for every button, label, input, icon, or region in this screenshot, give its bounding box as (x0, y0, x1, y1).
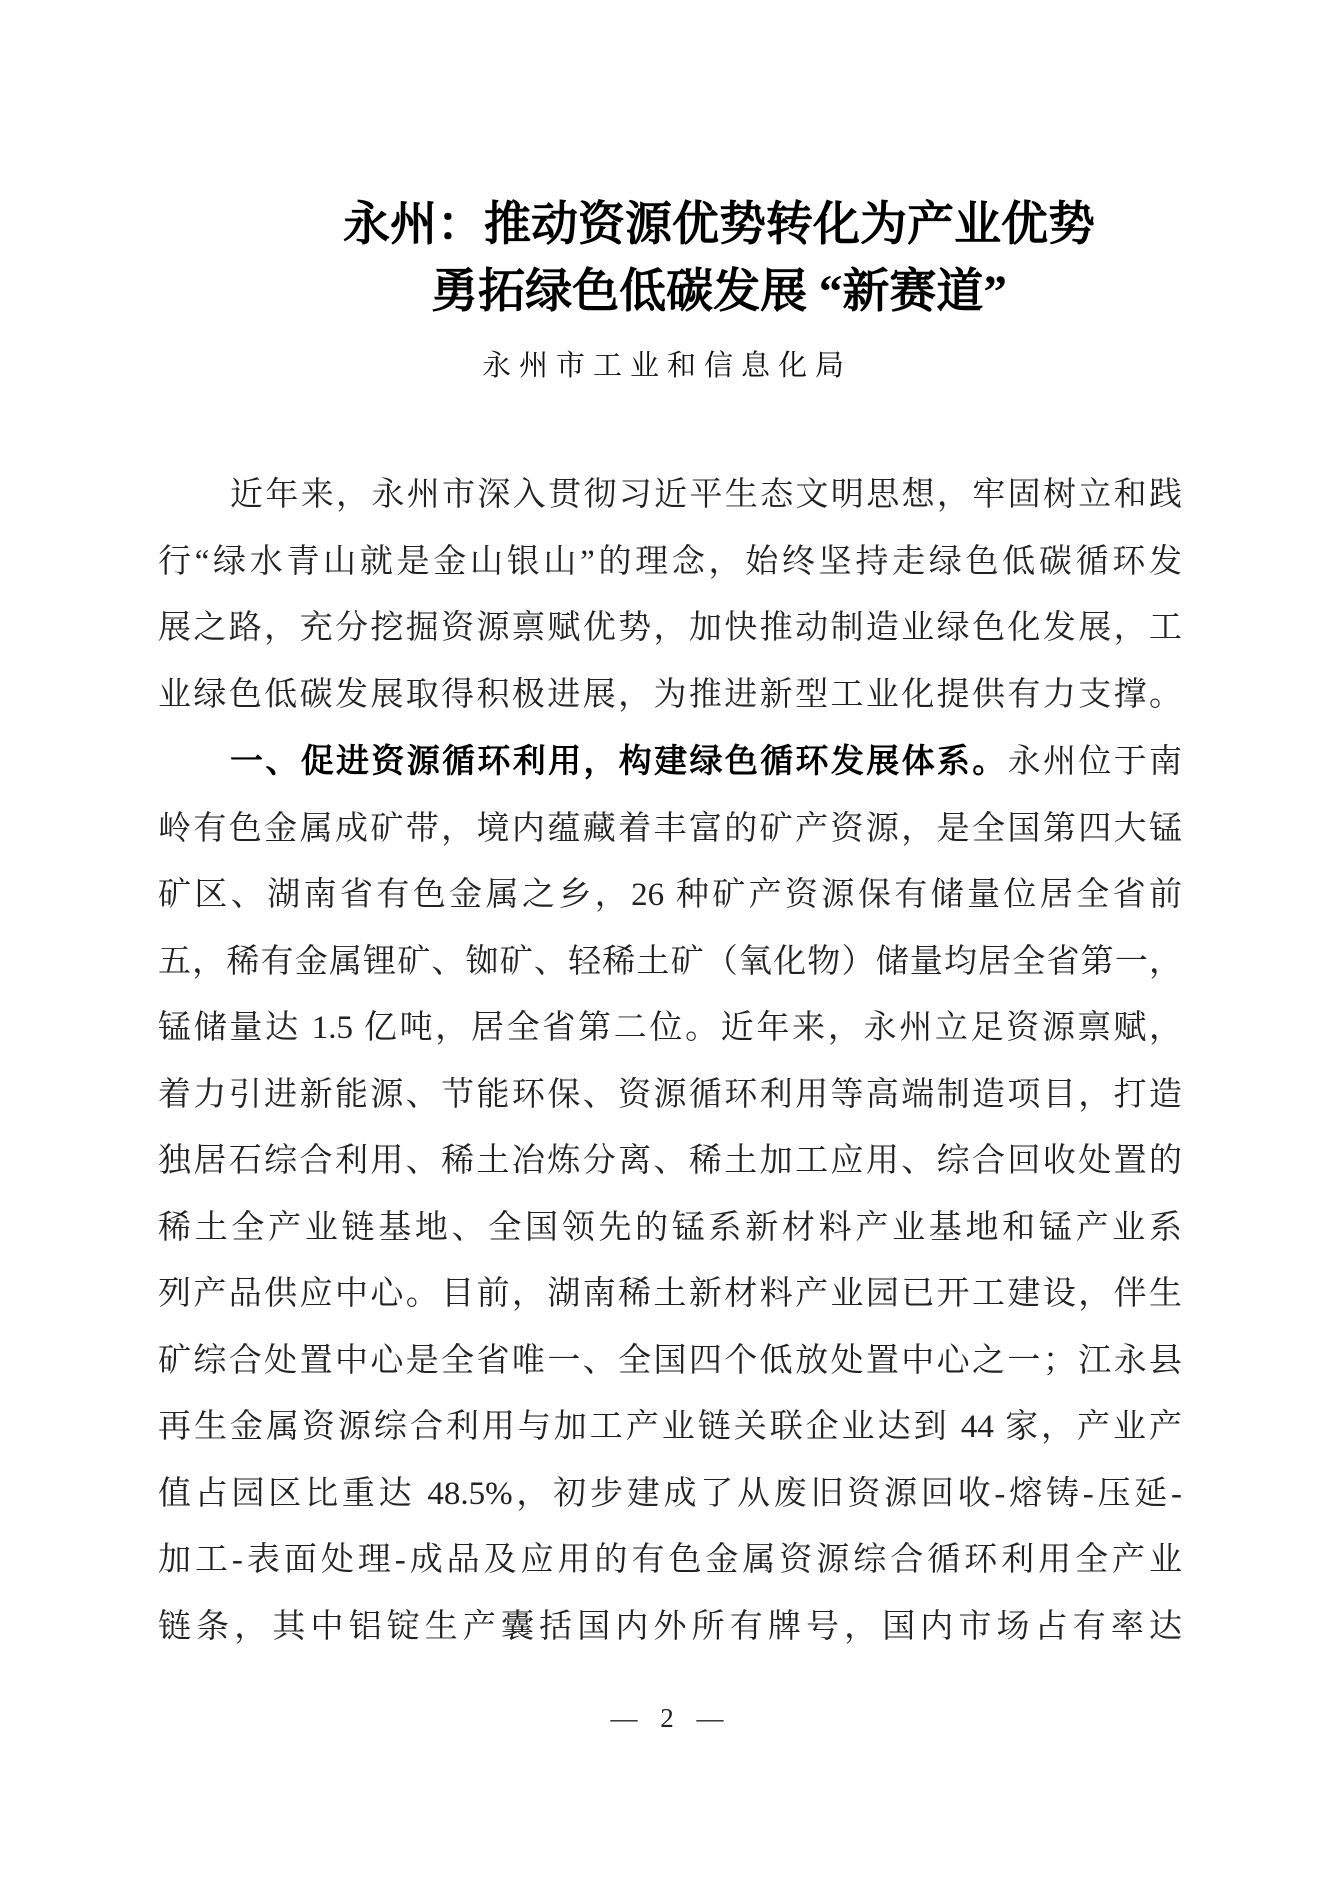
body-line: 展之路，充分挖掘资源禀赋优势，加快推动制造业绿色化发展，工 (158, 610, 1182, 646)
body-line: 再生金属资源综合利用与加工产业链关联企业达到 44 家，产业产 (158, 1409, 1182, 1445)
page-number: — 2 — (610, 1703, 724, 1733)
body-line: 加工-表面处理-成品及应用的有色金属资源综合循环利用全产业 (158, 1542, 1182, 1578)
body-line: 稀土全产业链基地、全国领先的锰系新材料产业基地和锰产业系 (158, 1209, 1182, 1246)
body-line-section-heading (158, 728, 1182, 796)
document-body (158, 462, 1182, 1660)
body-line: 行“绿水青山就是金山银山”的理念，始终坚持走绿色低碳循环发 (158, 543, 1182, 580)
section-heading-continuation: 永州位于南 (1007, 744, 1183, 780)
body-line: 着力引进新能源、节能环保、资源循环利用等高端制造项目，打造 (158, 1076, 1182, 1113)
body-line: 近年来，永州市深入贯彻习近平生态文明思想，牢固树立和践 (230, 477, 1182, 513)
body-line: 矿区、湖南省有色金属之乡，26 种矿产资源保有储量位居全省前 (158, 877, 1182, 913)
body-line: 值占园区比重达 48.5%，初步建成了从废旧资源回收-熔铸-压延- (158, 1475, 1182, 1512)
section-heading-text: 一、促进资源循环利用，构建绿色循环发展体系。 (230, 742, 1008, 779)
body-line: 矿综合处置中心是全省唯一、全国四个低放处置中心之一；江永县 (158, 1342, 1182, 1379)
body-line: 锰储量达 1.5 亿吨，居全省第二位。近年来，永州立足资源禀赋， (158, 1010, 1182, 1046)
body-line: 独居石综合利用、稀土冶炼分离、稀土加工应用、综合回收处置的 (158, 1143, 1182, 1179)
body-line: 业绿色低碳发展取得积极进展，为推进新型工业化提供有力支撑。 (158, 676, 1182, 713)
body-line: 五，稀有金属锂矿、铷矿、轻稀土矿（氧化物）储量均居全省第一， (158, 943, 1182, 980)
document-title-line-2: 勇拓绿色低碳发展 “新赛道” (431, 266, 1007, 318)
document-title (0, 192, 1334, 326)
body-line: 链条，其中铝锭生产囊括国内外所有牌号，国内市场占有率达 (158, 1608, 1182, 1645)
author-line: 永州市工业和信息化局 (481, 350, 852, 382)
document-title-line-1: 永州：推动资源优势转化为产业优势 (343, 199, 1095, 251)
body-line: 岭有色金属成矿带，境内蕴藏着丰富的矿产资源，是全国第四大锰 (158, 810, 1182, 847)
body-line: 列产品供应中心。目前，湖南稀土新材料产业园已开工建设，伴生 (158, 1276, 1182, 1312)
